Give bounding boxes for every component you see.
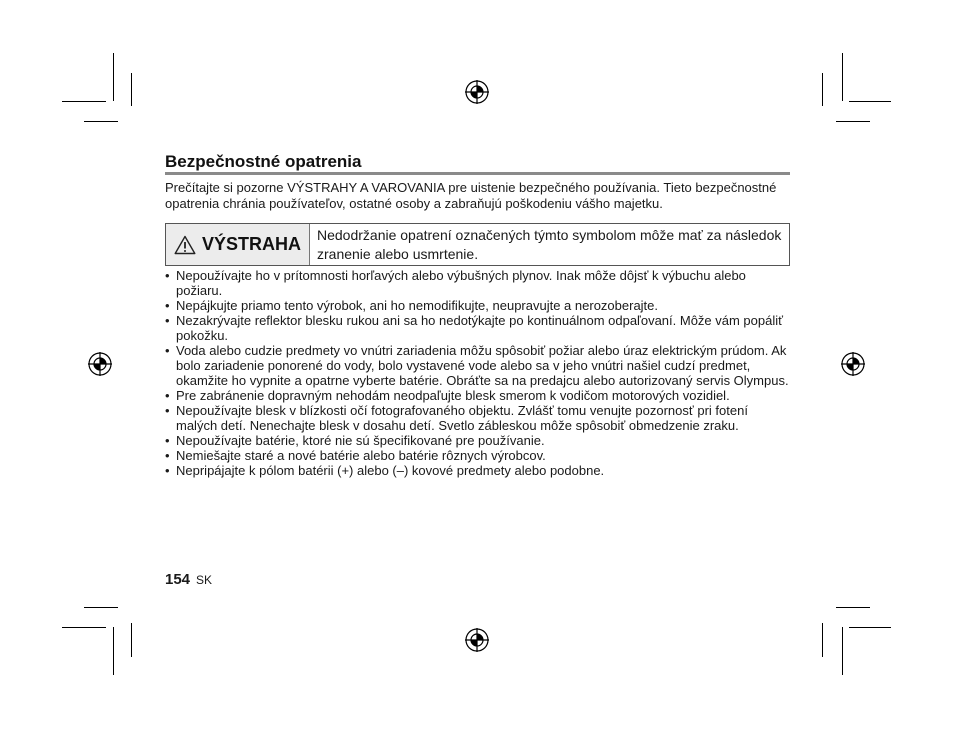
language-code: SK bbox=[196, 573, 213, 587]
safety-bullet-list bbox=[165, 268, 790, 478]
list-item: • Nezakrývajte reflektor blesku rukou ani sa ho nedotýkajte po kontinuálnom odpaľovaní. Môže vám popáliť pokožku. bbox=[165, 313, 790, 343]
intro-paragraph: Prečítajte si pozorne VÝSTRAHY A VAROVANIA pre uistenie bezpečného používania. Tieto bezpečnostné opatrenia chránia používateľov, ostatné osoby a zabraňujú poškodeniu vášho majetku. bbox=[165, 180, 777, 211]
crop-mark bbox=[84, 607, 118, 608]
crop-mark bbox=[113, 627, 114, 675]
crop-mark bbox=[822, 623, 823, 657]
list-item: • Nemiešajte staré a nové batérie alebo batérie rôznych výrobcov. bbox=[165, 448, 790, 463]
crop-mark bbox=[822, 73, 823, 106]
crop-mark bbox=[842, 627, 843, 675]
warning-label-cell bbox=[166, 224, 310, 265]
crop-mark bbox=[62, 627, 106, 628]
crop-mark bbox=[131, 623, 132, 657]
list-item: • Pre zabránenie dopravným nehodám neodpaľujte blesk smerom k vodičom motorových vozidiel. bbox=[165, 388, 790, 403]
list-item: • Nepoužívajte blesk v blízkosti očí fotografovaného objektu. Zvlášť tomu venujte pozornosť pri fotení malých detí. Nenechajte blesk v dosahu detí. Svetlo zábleskou môže spôsobiť obmedzenie zraku. bbox=[165, 403, 790, 433]
crop-mark bbox=[849, 627, 891, 628]
list-item: • Nepripájajte k pólom batérii (+) alebo (–) kovové predmety alebo podobne. bbox=[165, 463, 790, 478]
crop-mark bbox=[62, 101, 106, 102]
registration-mark-icon bbox=[465, 628, 489, 652]
crop-mark bbox=[849, 101, 891, 102]
warning-text: Nedodržanie opatrení označených týmto symbolom môže mať za následok zranenie alebo usmrtenie. bbox=[317, 227, 782, 262]
list-item: • Voda alebo cudzie predmety vo vnútri zariadenia môžu spôsobiť požiar alebo úraz elektrickým prúdom. Ak bolo zariadenie ponorené do vody, bolo vystavené vode alebo sa v jeho vnútri našiel cudzí predmet, okamžite ho vypnite a opatrne vyberte batérie. Obráťte sa na predajcu alebo autorizovaný servis Olympus. bbox=[165, 343, 790, 388]
crop-mark bbox=[836, 607, 870, 608]
list-item: • Nepájkujte priamo tento výrobok, ani ho nemodifikujte, neupravujte a nerozoberajte. bbox=[165, 298, 790, 313]
registration-mark-icon bbox=[465, 80, 489, 104]
warning-triangle-icon bbox=[174, 235, 196, 255]
list-item: • Nepoužívajte batérie, ktoré nie sú špecifikované pre používanie. bbox=[165, 433, 790, 448]
list-item: • Nepoužívajte ho v prítomnosti horľavých alebo výbušných plynov. Inak môže dôjsť k výbuchu alebo požiaru. bbox=[165, 268, 790, 298]
crop-mark bbox=[84, 121, 118, 122]
section-title: Bezpečnostné opatrenia bbox=[165, 152, 362, 171]
crop-mark bbox=[113, 53, 114, 101]
crop-mark bbox=[836, 121, 870, 122]
registration-mark-icon bbox=[88, 352, 112, 376]
registration-mark-icon bbox=[841, 352, 865, 376]
warning-box bbox=[165, 223, 790, 266]
warning-label: VÝSTRAHA bbox=[201, 234, 301, 254]
crop-mark bbox=[842, 53, 843, 101]
page-footer bbox=[165, 571, 212, 588]
title-divider bbox=[165, 172, 790, 175]
crop-mark bbox=[131, 73, 132, 106]
page-number: 154 bbox=[165, 571, 191, 588]
